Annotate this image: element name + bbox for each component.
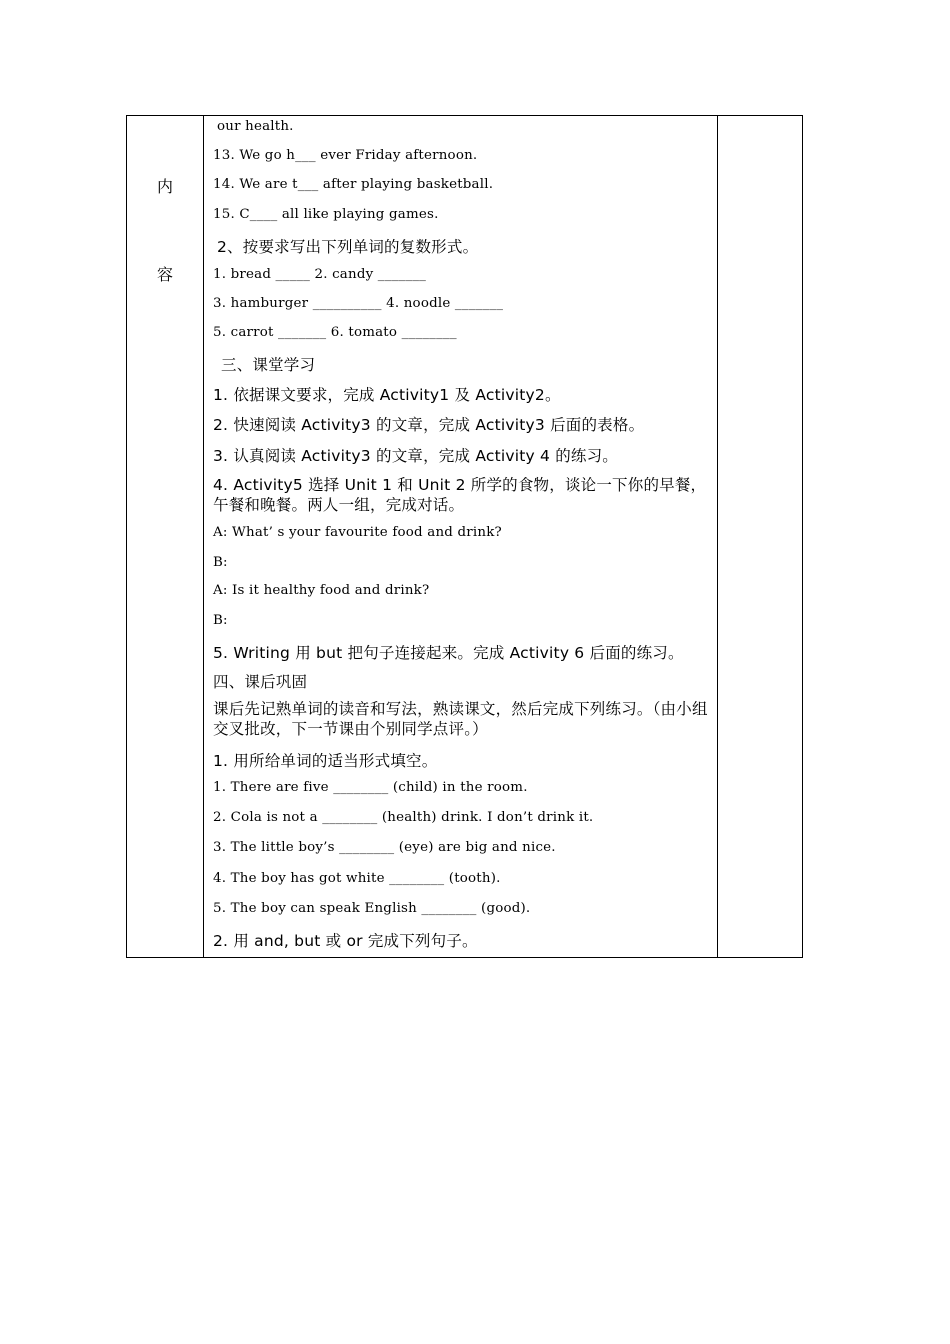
content-cell <box>204 116 718 958</box>
text-line: 3. 认真阅读 Activity3 的文章，完成 Activity 4 的练习。 <box>213 447 619 465</box>
dialogue-line: B: <box>213 613 228 628</box>
section-heading: 三、课堂学习 <box>221 356 316 374</box>
exercise-heading: 1. 用所给单词的适当形式填空。 <box>213 752 438 770</box>
section-label-cell <box>127 116 204 958</box>
text-line: 1. There are five ________ (child) in the room. <box>213 780 528 795</box>
text-line: 1. 依据课文要求，完成 Activity1 及 Activity2。 <box>213 386 561 404</box>
section-label-bottom: 容 <box>156 265 173 284</box>
text-line: 13. We go h___ ever Friday afternoon. <box>213 148 478 163</box>
exercise-heading: 2、按要求写出下列单词的复数形式。 <box>217 238 479 256</box>
text-line: 5. carrot _______ 6. tomato ________ <box>213 325 457 340</box>
text-line: 15. C____ all like playing games. <box>213 207 439 222</box>
lesson-table <box>126 115 803 958</box>
remark-cell <box>718 116 803 958</box>
dialogue-line: B: <box>213 555 228 570</box>
text-line: 4. The boy has got white ________ (tooth). <box>213 871 501 886</box>
text-line: 3. The little boy’s ________ (eye) are big and nice. <box>213 840 556 855</box>
text-line: 2. 快速阅读 Activity3 的文章，完成 Activity3 后面的表格。 <box>213 416 645 434</box>
text-line: 1. bread _____ 2. candy _______ <box>213 267 427 282</box>
exercise-heading: 2. 用 and, but 或 or 完成下列句子。 <box>213 932 478 950</box>
text-line: 2. Cola is not a ________ (health) drink. I don’t drink it. <box>213 810 594 825</box>
text-line: our health. <box>217 119 294 134</box>
text-line: 14. We are t___ after playing basketball. <box>213 177 494 192</box>
text-line: 4. Activity5 选择 Unit 1 和 Unit 2 所学的食物，谈论一下你的早餐，午餐和晚餐。两人一组，完成对话。 <box>213 476 707 514</box>
dialogue-line: A: Is it healthy food and drink? <box>213 583 430 598</box>
dialogue-line: A: What’ s your favourite food and drink? <box>213 525 502 540</box>
text-line: 3. hamburger __________ 4. noodle _______ <box>213 296 504 311</box>
section-heading: 四、课后巩固 <box>213 673 308 691</box>
content-body <box>204 116 717 957</box>
text-line: 5. The boy can speak English ________ (good). <box>213 901 531 916</box>
text-line: 课后先记熟单词的读音和写法，熟读课文，然后完成下列练习。（由小组交叉批改，下一节课由个别同学点评。） <box>213 700 708 738</box>
section-label-top: 内 <box>156 177 173 196</box>
text-line: 5. Writing 用 but 把句子连接起来。完成 Activity 6 后面的练习。 <box>213 644 684 662</box>
